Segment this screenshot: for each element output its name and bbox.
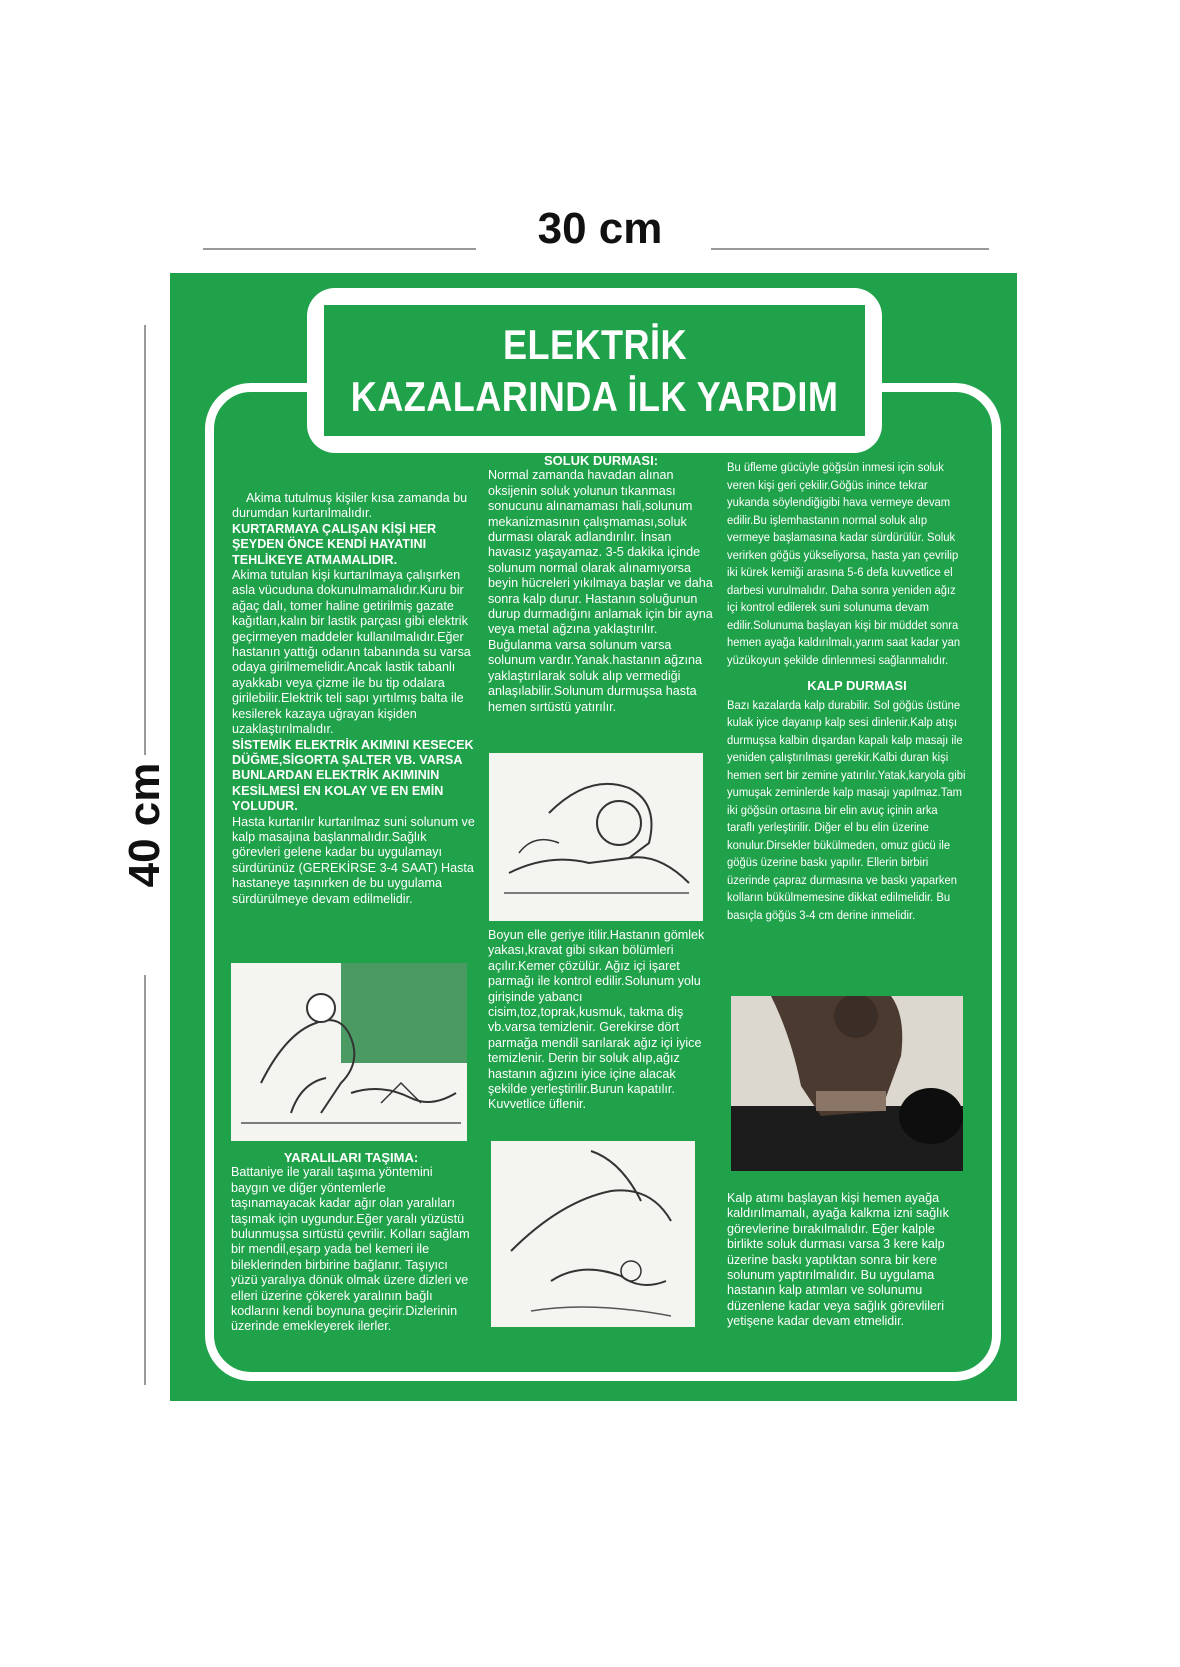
column3-footer: Kalp atımı başlayan kişi hemen ayağa kaldırılmamalı, ayağa kalkma izni sağlık görevlerine bırakılmalıdır. Eğer kalple birlikte soluk durması varsa 3 kere kalp üzerine baskı yaptıktan sonra bir kere solunum yaptırılmalıdır. Bu uygulama hastanın kalp atımları ve solunumu düzenlene kadar veya sağlık görevlileri yetişene kadar devam etmelidir.: [727, 1191, 949, 1329]
column-1: [232, 491, 478, 907]
column2-body1: Normal zamanda havadan alınan oksijenin soluk yolunun tıkanması sonucunu alınamaması hali,solunum mekanizmasının çalışmaması,soluk durması olarak adlandırılır. İnsan havasız yaşayamaz. 3-5 dakika içinde solunum normal olarak alınamıyorsa beyin hücreleri yıkılmaya başlar ve daha sonra kalp durur. Hastanın soluğunun durup durmadığını anlamak için bir ayna veya metal ağzına yaklaştırılır. Buğulanma varsa solunum varsa solunum vardır.Yanak.hastanın ağzına yaklaştırılarak soluk alıp vermediği anlaşılabilir.Solunum durmuşsa hasta hemen sırtüstü yatırılır.: [488, 468, 713, 714]
mouth-to-mouth-illustration: [489, 753, 703, 921]
column-2: [488, 453, 714, 715]
height-dimension-line-bottom: [144, 975, 146, 1385]
column-3: [727, 459, 987, 924]
intro-text: Akima tutulmuş kişiler kısa zamanda bu durumdan kurtarılmalıdır.: [232, 491, 468, 521]
heart-body: Bazı kazalarda kalp durabilir. Sol göğüs üstüne kulak iyice dayanıp kalp sesi dinlenir.Kalp atışı durmuşsa kalbin dışardan kapalı kalp masajı ile yeniden çalıştırılması gerekir.Kalbi duran kişi hemen sert bir zemine yatırılır.Yatak,karyola gibi yumuşak zeminlerde kalp masajı yapılmaz.Tam iki göğsün ortasına bir elin avuç içinin arka taraflı yerleştirilir. Diğer el bu elin üzerine konulur.Dirsekler bükülmeden, omuz gücü ile göğüs üzerine baskı yapılır. Ellerin birbiri üzerinde çapraz durmasına ve baskı yaparken kolların bükülmemesine dikkat edilmelidir. Bu basıçla göğüs 3-4 cm derine inmelidir.: [727, 697, 966, 922]
height-dimension-line-top: [144, 325, 146, 755]
column1-body2: Hasta kurtarılır kurtarılmaz suni solunum ve kalp masajına başlanmalıdır.Sağlık görevleri gelene kadar bu uygulamayı sürdürünüz (GEREKİRSE 3-4 SAAT) Hasta hastaneye taşınırken de bu uygulama sürdürülmeye devam edilmelidir.: [232, 814, 475, 906]
img3: [491, 1141, 695, 1327]
soluk-heading: SOLUK DURMASI:: [543, 453, 659, 468]
img2: [489, 753, 703, 921]
column3-body1: Bu üfleme gücüyle göğsün inmesi için soluk veren kişi geri çekilir.Göğüs inince tekrar yukanda söylendiğigibi hava vermeye devam edilir.Bu işlemhastanın normal soluk alıp vermeye başlamasına kadar sürdürülür. Soluk verirken göğüs yükseliyorsa, hasta yan çevrilip iki kürek kemiği arasına 5-6 defa kuvvetlice el darbesi vurulmalıdır. Daha sonra yeniden ağız içi kontrol edilerek suni solunuma devam edilir.Solunuma başlayan kişi bir müddet sonra hemen ayağa kaldırılmalı,yarım saat kadar yan yüzükoyun şekilde dinlenmesi sağlanmalıdır.: [727, 460, 961, 667]
chest-compression-photo: [731, 996, 963, 1171]
column-2-continued: [488, 928, 714, 1113]
warning-text: KURTARMAYA ÇALIŞAN KİŞİ HER ŞEYDEN ÖNCE KENDİ HAYATINI TEHLİKEYE ATMAMALIDIR.: [232, 521, 437, 567]
column1-body1: Akima tutulan kişi kurtarılmaya çalışırken asla vücuduna dokunulmamalıdır.Kuru bir ağaç dalı, tomer haline getirilmiş gazate kağıtları,kalın bir lastik parçası gibi elektrik geçirmeyen maddeler kullanılmalıdır.Eğer hastanın yattığı odanın tabanında su varsa odaya girilmemelidir.Ancak lastik tabanlı ayakkabı veya çizme ile bu tip odalara girilebilir.Elektrik teli sapı yırtılmış balta ile kesilerek kazaya uğrayan kişiden uzaklaştırılmalıdır.: [232, 568, 471, 737]
width-label: 30 cm: [537, 204, 663, 253]
footer-text-block: [727, 1191, 967, 1330]
carrying-casualty-illustration: [231, 963, 467, 1141]
width-dimension-line-right: [711, 248, 989, 250]
emphasis-text: SİSTEMİK ELEKTRİK AKIMINI KESECEK DÜĞME,SİGORTA ŞALTER VB. VARSA BUNLARDAN ELEKTRİK AKIMININ KESİLMESİ EN KOLAY VE EN EMİN YOLUDUR.: [232, 737, 474, 814]
head-tilt-illustration: [491, 1141, 695, 1327]
poster-title-line1: ELEKTRİK: [502, 320, 687, 368]
poster-title-line2: KAZALARINDA İLK YARDIM: [350, 372, 839, 420]
column2-body2: Boyun elle geriye itilir.Hastanın gömlek yakası,kravat gibi sıkan bölümleri açılır.Kemer çözülür. Ağız içi işaret parmağı ile kontrol edilir.Solunum yolu girişinde yabancı cisim,toz,toprak,kusmuk, takma diş vb.varsa temizlenir. Gerekirse dört parmağa mendil sarılarak ağız içi iyice temizlenir. Derin bir soluk alıp,ağız hastanın ağızını iyice içine alacak şekilde yerleştirilir.Burun kapatılır. Kuvvetlice üflenir.: [488, 928, 705, 1112]
heart-heading: KALP DURMASI: [807, 678, 907, 693]
safety-poster: [170, 273, 1017, 1401]
carry-heading: YARALILARI TAŞIMA:: [283, 1150, 419, 1165]
height-label: 40 cm: [120, 762, 169, 888]
width-dimension-line-left: [203, 248, 476, 250]
width-dimension: [0, 200, 1180, 260]
title-inner: [324, 305, 865, 436]
img4: [731, 996, 963, 1171]
carry-body: Battaniye ile yaralı taşıma yöntemini baygın ve diğer yöntemlerle taşınamayacak kadar ağır olan yaralıları taşımak için uygundur.Eğer yaralı yüzüstü bulunmuşsa sırtüstü çevrilir. Kolları sağlam bir mendil,eşarp yada bel kemeri ile bileklerinden birbirine bağlanır. Taşıyıcı yüzü yaralıya dönük olmak üzere dizleri ve elleri üzerine çökerek yaralının bağlı kodlarını kendi boynuna geçirir.Dizlerinin üzerinde emekleyerek ilerler.: [231, 1165, 470, 1334]
title-box: [307, 288, 882, 453]
img1: [231, 963, 467, 1141]
carrying-section: [231, 1150, 471, 1335]
